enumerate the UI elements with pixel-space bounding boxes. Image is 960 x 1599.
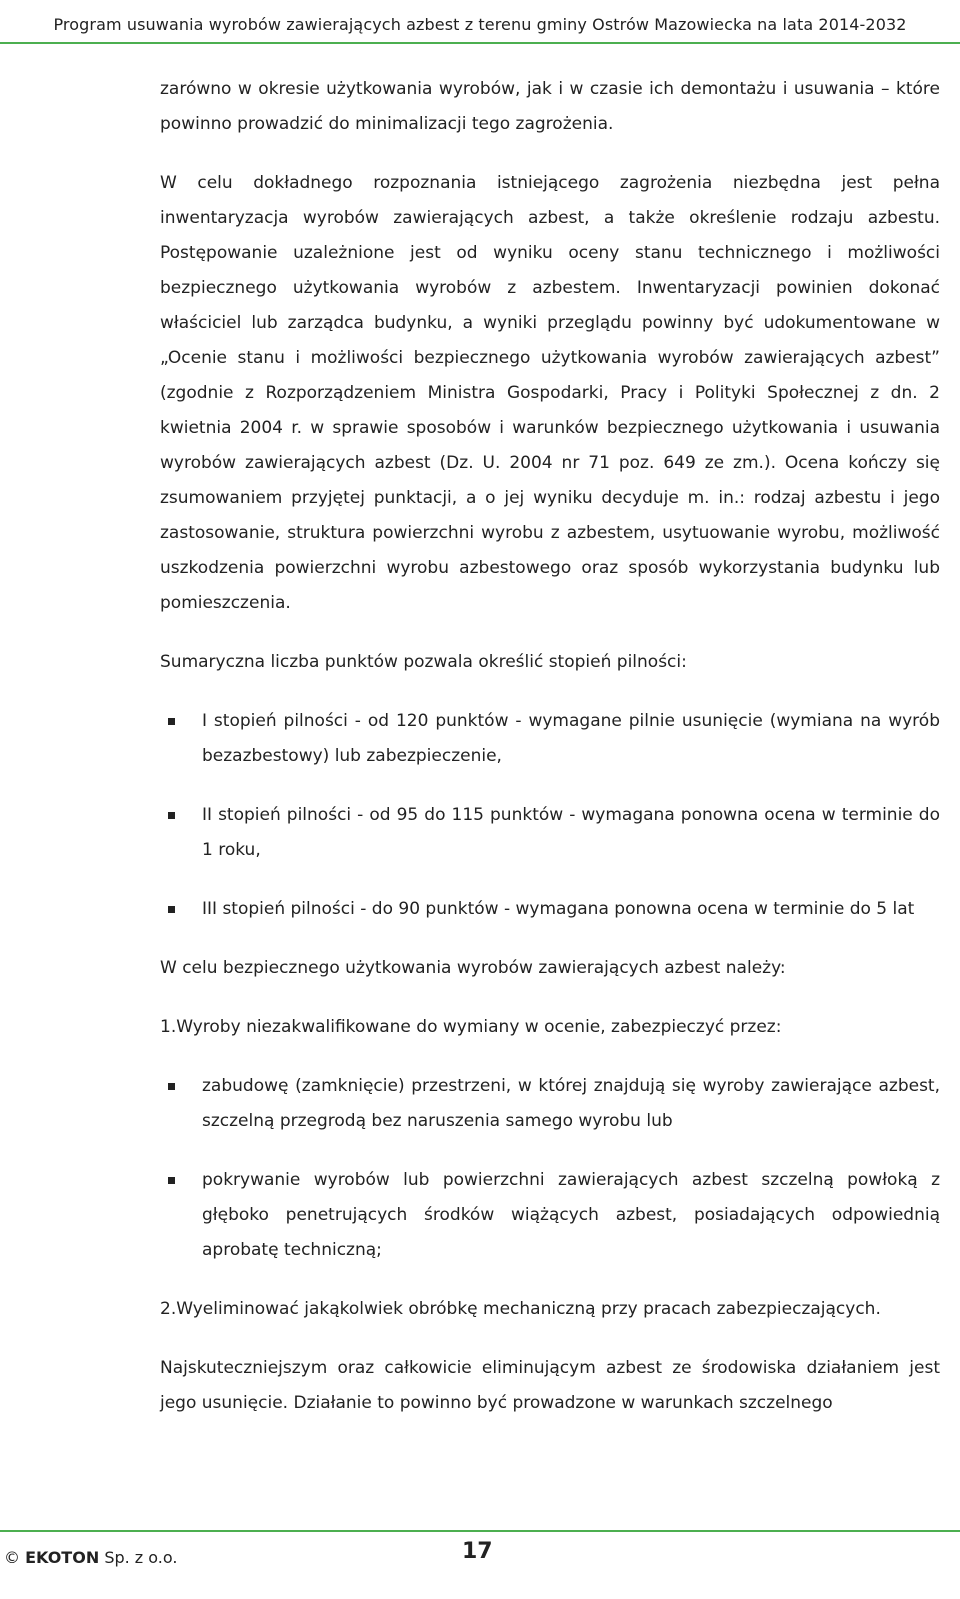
list-item-text: III stopień pilności - do 90 punktów - wymagana ponowna ocena w terminie do 5 lat [202, 899, 915, 919]
list-item-urgency-3 [160, 892, 940, 927]
list-item-text: zabudowę (zamknięcie) przestrzeni, w której znajdują się wyroby zawierające azbest, szczelną przegrodą bez naruszenia samego wyrobu lub [202, 1076, 940, 1131]
bullet-square-icon [168, 906, 175, 913]
paragraph-points: Sumaryczna liczba punktów pozwala określić stopień pilności: [160, 652, 687, 672]
numbered-item-1: 1.Wyroby niezakwalifikowane do wymiany w ocenie, zabezpieczyć przez: [160, 1017, 782, 1037]
paragraph-intro: zarówno w okresie użytkowania wyrobów, jak i w czasie ich demontażu i usuwania – które powinno prowadzić do minimalizacji tego zagrożenia. [160, 79, 940, 134]
list-item-urgency-1 [160, 704, 940, 774]
list-item-text: I stopień pilności - od 120 punktów - wymagane pilnie usunięcie (wymiana na wyrób bezazbestowy) lub zabezpieczenie, [202, 711, 940, 766]
footer-company [4, 1548, 177, 1567]
list-item-protect-1 [160, 1069, 940, 1139]
bullet-square-icon [168, 812, 175, 819]
document-body [160, 72, 940, 1421]
list-item-text: pokrywanie wyrobów lub powierzchni zawierających azbest szczelną powłoką z głęboko penetrujących środków wiążących azbest, posiadających odpowiednią aprobatę techniczną; [202, 1170, 940, 1260]
page-header [0, 0, 960, 44]
list-item-protect-2 [160, 1163, 940, 1268]
company-suffix: Sp. z o.o. [104, 1548, 178, 1567]
bullet-square-icon [168, 718, 175, 725]
list-item-urgency-2 [160, 798, 940, 868]
paragraph-safe-use: W celu bezpiecznego użytkowania wyrobów zawierających azbest należy: [160, 958, 786, 978]
page-number: 17 [462, 1539, 493, 1564]
paragraph-inventory: W celu dokładnego rozpoznania istniejącego zagrożenia niezbędna jest pełna inwentaryzacja wyrobów zawierających azbest, a także określenie rodzaju azbestu. Postępowanie uzależnione jest od wyniku oceny stanu technicznego i możliwości bezpiecznego użytkowania wyrobów z azbestem. Inwentaryzacji powinien dokonać właściciel lub zarządca budynku, a wyniki przeglądu powinny być udokumentowane w „Ocenie stanu i możliwości bezpiecznego użytkowania wyrobów zawierających azbest” (zgodnie z Rozporządzeniem Ministra Gospodarki, Pracy i Polityki Społecznej z dn. 2 kwietnia 2004 r. w sprawie sposobów i warunków bezpiecznego użytkowania i usuwania wyrobów zawierających azbest (Dz. U. 2004 nr 71 poz. 649 ze zm.). Ocena kończy się zsumowaniem przyjętej punktacji, a o jej wyniku decyduje m. in.: rodzaj azbestu i jego zastosowanie, struktura powierzchni wyrobu z azbestem, usytuowanie wyrobu, możliwość uszkodzenia powierzchni wyrobu azbestowego oraz sposób wykorzystania budynku lub pomieszczenia. [160, 173, 940, 613]
numbered-item-2: 2.Wyeliminować jakąkolwiek obróbkę mechaniczną przy pracach zabezpieczających. [160, 1299, 881, 1319]
header-title: Program usuwania wyrobów zawierających azbest z terenu gminy Ostrów Mazowiecka na lata 2014-2032 [53, 15, 907, 34]
copyright-icon: © [4, 1548, 20, 1567]
page-footer [0, 1530, 960, 1599]
list-item-text: II stopień pilności - od 95 do 115 punktów - wymagana ponowna ocena w terminie do 1 roku, [202, 805, 940, 860]
bullet-square-icon [168, 1177, 175, 1184]
bullet-square-icon [168, 1083, 175, 1090]
company-name: EKOTON [25, 1548, 100, 1567]
paragraph-removal: Najskuteczniejszym oraz całkowicie eliminującym azbest ze środowiska działaniem jest jego usunięcie. Działanie to powinno być prowadzone w warunkach szczelnego [160, 1358, 940, 1413]
